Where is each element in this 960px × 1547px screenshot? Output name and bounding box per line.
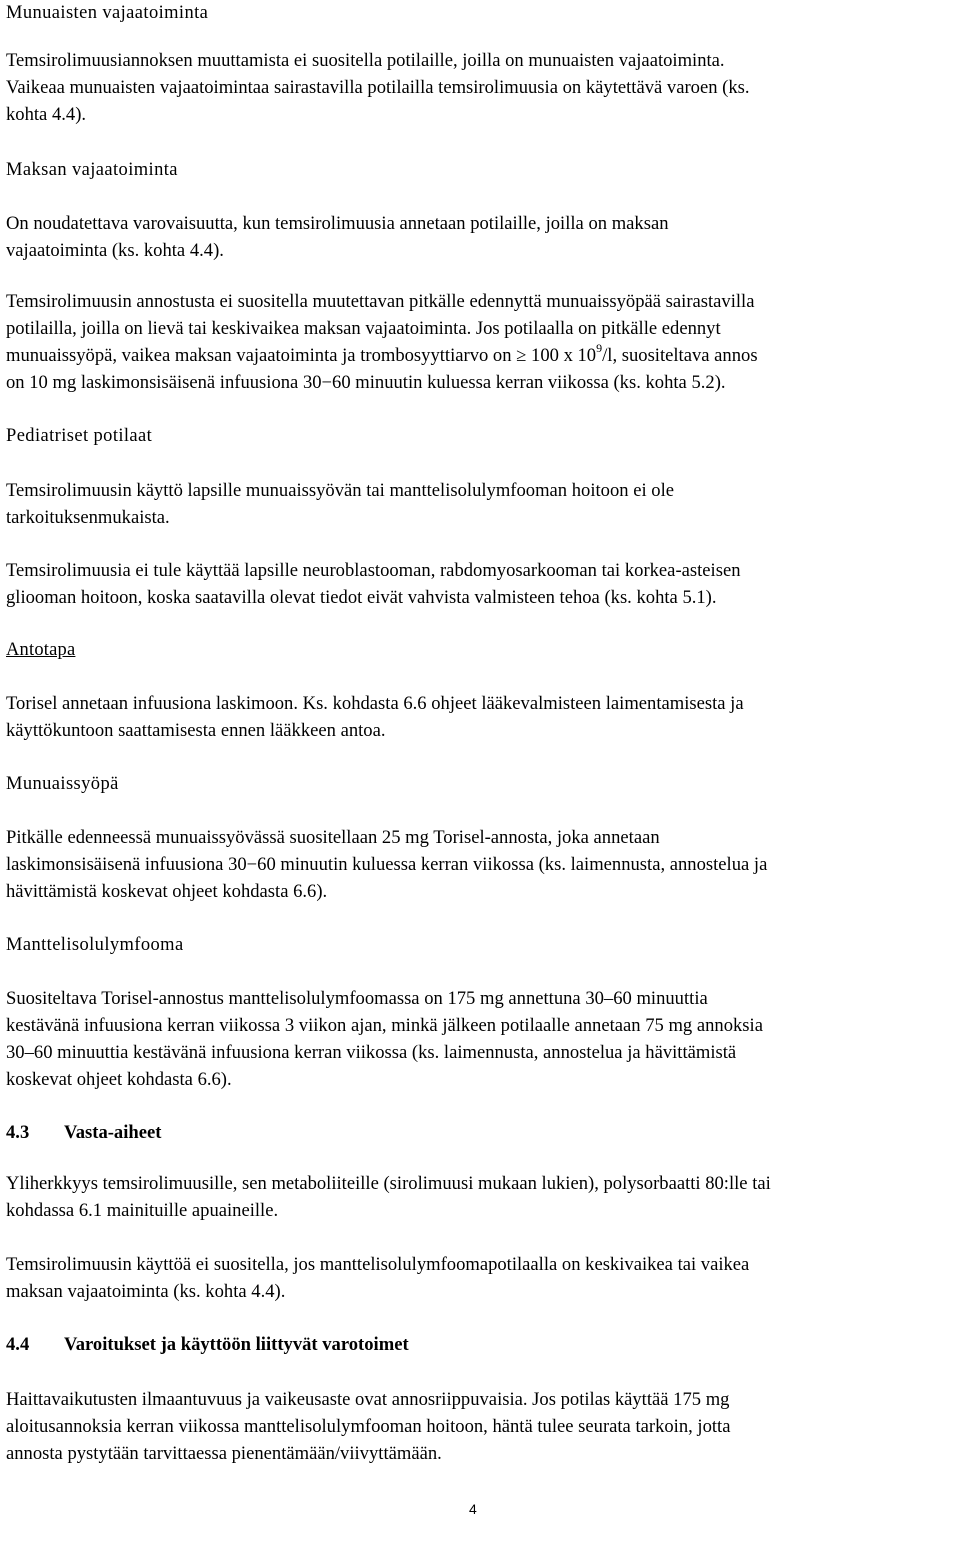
text-line: laskimonsisäisenä infuusiona 30−60 minuutin kuluessa kerran viikossa (ks. laimennusta, annostelua ja (6, 854, 768, 875)
heading-renal-cell-carcinoma: Munuaissyöpä (6, 774, 119, 794)
heading-mantle-cell-lymphoma: Manttelisolulymfooma (6, 935, 184, 955)
paragraph-pediatric-2 (6, 557, 956, 611)
text-line: tarkoituksenmukaista. (6, 507, 170, 528)
text-line (6, 342, 956, 369)
text-line: Pitkälle edenneessä munuaissyövässä suositellaan 25 mg Torisel-annosta, joka annetaan (6, 827, 660, 848)
paragraph-contraindications-2 (6, 1251, 956, 1305)
superscript-exponent: 9 (596, 340, 603, 355)
text-line: Suositeltava Torisel-annostus manttelisolulymfoomassa on 175 mg annettuna 30–60 minuuttia (6, 988, 708, 1009)
text-line: Yliherkkyys temsirolimuusille, sen metaboliiteille (sirolimuusi mukaan lukien), polysorbaatti 80:lle tai (6, 1173, 771, 1194)
heading-pediatric: Pediatriset potilaat (6, 426, 153, 446)
paragraph-contraindications-1 (6, 1170, 956, 1224)
text-line: käyttökuntoon saattamisesta ennen lääkkeen antoa. (6, 720, 386, 741)
text-line: Torisel annetaan infuusiona laskimoon. Ks. kohdasta 6.6 ohjeet lääkevalmisteen laimentamisesta ja (6, 693, 744, 714)
section-number: 4.3 (6, 1122, 30, 1143)
text-line: vajaatoiminta (ks. kohta 4.4). (6, 240, 224, 261)
section-title: Varoitukset ja käyttöön liittyvät varotoimet (64, 1334, 409, 1355)
text-line: on 10 mg laskimonsisäisenä infuusiona 30−60 minuutin kuluessa kerran viikossa (ks. kohta 5.2). (6, 372, 726, 393)
text-line: 30–60 minuuttia kestävänä infuusiona kerran viikossa (ks. laimennusta, annostelua ja hävittämistä (6, 1042, 737, 1063)
page-number: 4 (469, 1501, 477, 1517)
heading-renal-impairment: Munuaisten vajaatoiminta (6, 3, 209, 23)
section-heading-contraindications (6, 1120, 161, 1146)
paragraph-administration (6, 690, 956, 744)
text-segment: munuaissyöpä, vaikea maksan vajaatoiminta ja trombosyyttiarvo on ≥ 100 x 10 (6, 345, 597, 366)
text-segment: /l, suositeltava annos (602, 345, 758, 366)
text-line: annosta pystytään tarvittaessa pienentämään/viivyttämään. (6, 1443, 442, 1464)
heading-hepatic-impairment: Maksan vajaatoiminta (6, 160, 178, 180)
paragraph-warnings (6, 1386, 956, 1467)
heading-administration: Antotapa (6, 640, 76, 660)
paragraph-renal-cell-carcinoma (6, 824, 956, 905)
text-line: gliooman hoitoon, koska saatavilla olevat tiedot eivät vahvista valmisteen tehoa (ks. kohta 5.1). (6, 587, 717, 608)
text-line: potilailla, joilla on lievä tai keskivaikea maksan vajaatoiminta. Jos potilaalla on pitkälle edennyt (6, 318, 721, 339)
text-line: maksan vajaatoiminta (ks. kohta 4.4). (6, 1281, 286, 1302)
paragraph-renal (6, 47, 956, 128)
text-line: koskevat ohjeet kohdasta 6.6). (6, 1069, 232, 1090)
text-line: On noudatettava varovaisuutta, kun temsirolimuusia annetaan potilaille, joilla on maksan (6, 213, 669, 234)
text-line: kohdassa 6.1 mainituille apuaineille. (6, 1200, 279, 1221)
text-line: aloitusannoksia kerran viikossa manttelisolulymfooman hoitoon, häntä tulee seurata tarkoin, jotta (6, 1416, 731, 1437)
text-line: kohta 4.4). (6, 104, 87, 125)
paragraph-hepatic-caution (6, 210, 956, 264)
section-heading-warnings (6, 1332, 409, 1358)
text-line: Temsirolimuusiannoksen muuttamista ei suositella potilaille, joilla on munuaisten vajaatoiminta. (6, 50, 725, 71)
text-line: hävittämistä koskevat ohjeet kohdasta 6.6). (6, 881, 328, 902)
text-line: Vaikeaa munuaisten vajaatoimintaa sairastavilla potilailla temsirolimuusia on käytettävä varoen (ks. (6, 77, 750, 98)
text-line: Temsirolimuusin käyttö lapsille munuaissyövän tai manttelisolulymfooman hoitoon ei ole (6, 480, 674, 501)
section-title: Vasta-aiheet (64, 1122, 162, 1143)
paragraph-hepatic-dosing (6, 288, 956, 396)
text-line: kestävänä infuusiona kerran viikossa 3 viikon ajan, minkä jälkeen potilaalle annetaan 75 mg annoksia (6, 1015, 763, 1036)
text-line: Haittavaikutusten ilmaantuvuus ja vaikeusaste ovat annosriippuvaisia. Jos potilas käyttää 175 mg (6, 1389, 730, 1410)
section-number: 4.4 (6, 1334, 30, 1355)
text-line: Temsirolimuusin käyttöä ei suositella, jos manttelisolulymfoomapotilaalla on keskivaikea tai vaikea (6, 1254, 750, 1275)
paragraph-mantle-cell-lymphoma (6, 985, 956, 1093)
paragraph-pediatric-1 (6, 477, 956, 531)
text-line: Temsirolimuusia ei tule käyttää lapsille neuroblastooman, rabdomyosarkooman tai korkea-asteisen (6, 560, 741, 581)
text-line: Temsirolimuusin annostusta ei suositella muutettavan pitkälle edennyttä munuaissyöpää sairastavilla (6, 291, 755, 312)
